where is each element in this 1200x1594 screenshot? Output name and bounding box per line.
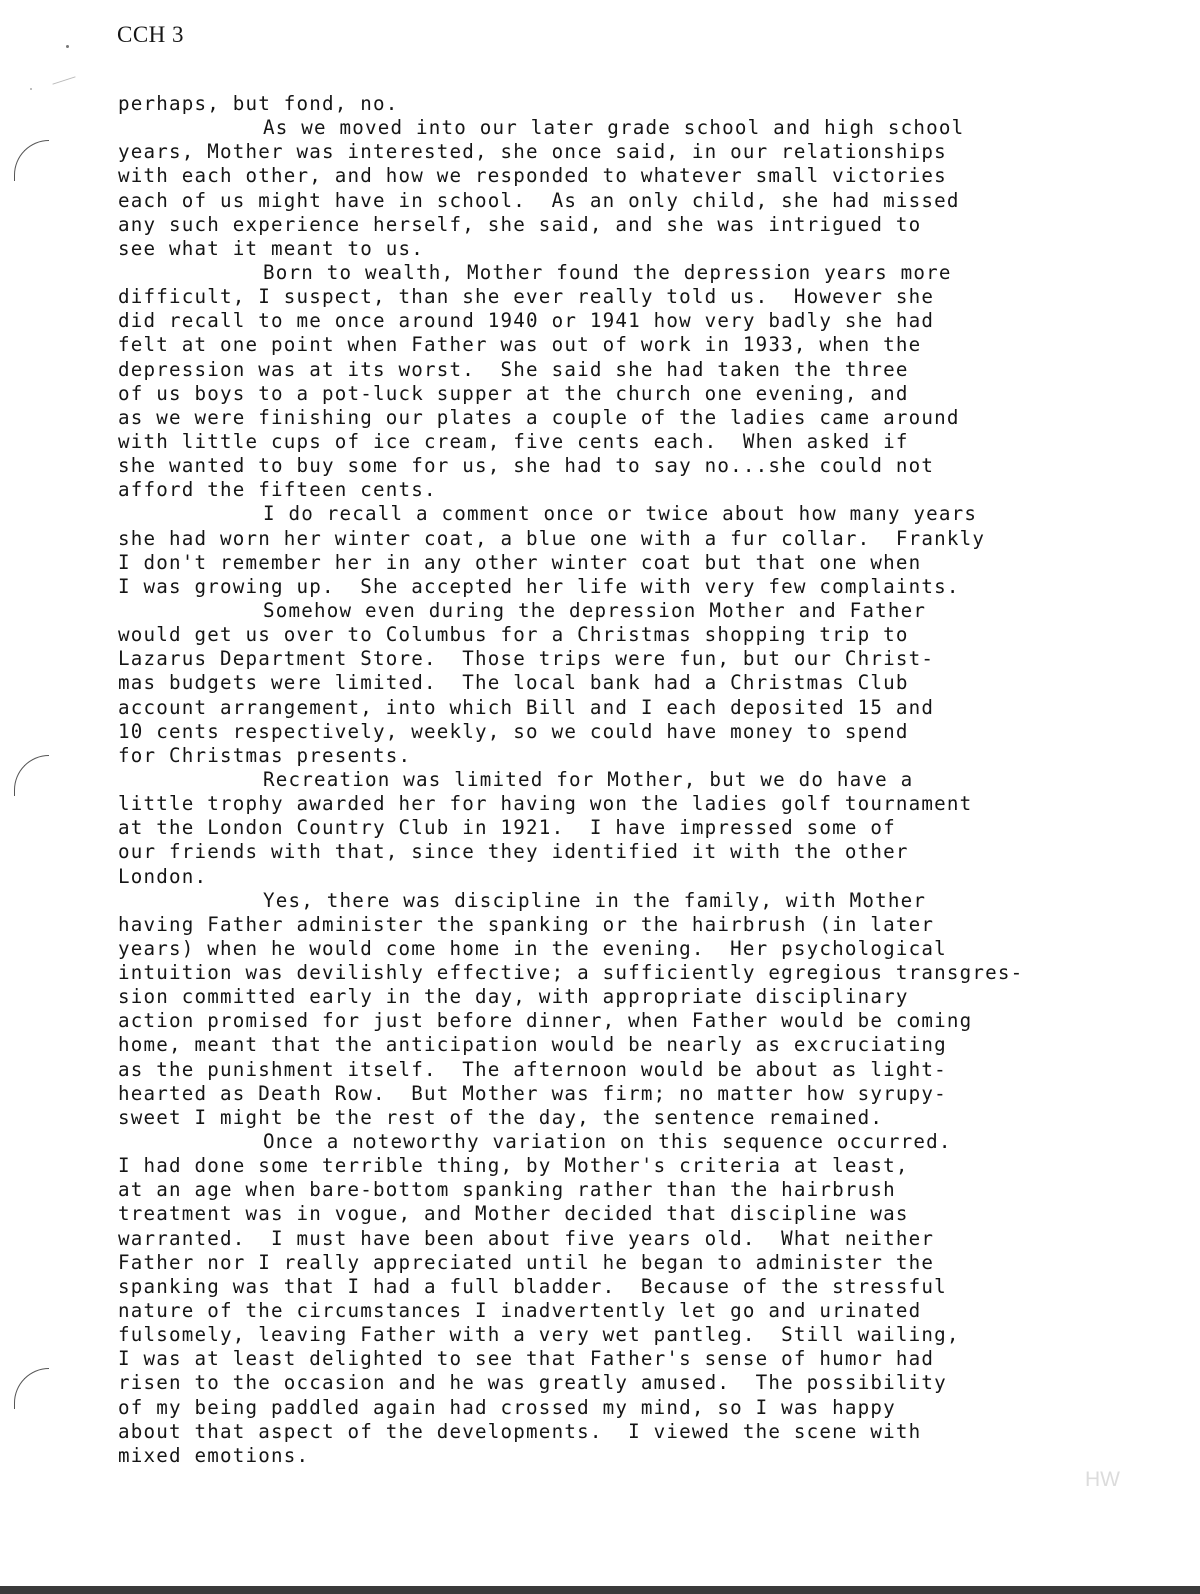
ink-speck: [30, 88, 32, 90]
text-line: with each other, and how we responded to whatever small victories: [118, 164, 947, 188]
text-line: Recreation was limited for Mother, but we do have a: [263, 767, 914, 791]
text-line: I don't remember her in any other winter coat but that one when: [118, 550, 922, 574]
text-line: as we were finishing our plates a couple of the ladies came around: [118, 405, 960, 429]
text-line: London.: [118, 864, 208, 888]
text-line: about that aspect of the developments. I viewed the scene with: [118, 1419, 922, 1443]
text-line: at the London Country Club in 1921. I have impressed some of: [118, 816, 896, 840]
text-line: Yes, there was discipline in the family, with Mother: [263, 888, 927, 912]
text-line: sweet I might be the rest of the day, the sentence remained.: [118, 1105, 884, 1129]
text-line: at an age when bare-bottom spanking rather than the hairbrush: [118, 1178, 896, 1202]
text-line: any such experience herself, she said, and she was intrigued to: [118, 212, 922, 236]
memoir-text: [118, 92, 1188, 1468]
scan-bottom-edge: [0, 1586, 1200, 1594]
text-line: afford the fifteen cents.: [118, 478, 437, 502]
binder-hole-bottom: [14, 1368, 49, 1409]
text-line: mixed emotions.: [118, 1443, 310, 1467]
text-line: home, meant that the anticipation would be nearly as excruciating: [118, 1033, 947, 1057]
text-line: Born to wealth, Mother found the depression years more: [263, 260, 952, 284]
text-line: account arrangement, into which Bill and I each deposited 15 and: [118, 695, 935, 719]
text-line: action promised for just before dinner, when Father would be coming: [118, 1009, 973, 1033]
text-line: mas budgets were limited. The local bank had a Christmas Club: [118, 671, 909, 695]
text-line: fulsomely, leaving Father with a very wet pantleg. Still wailing,: [118, 1323, 960, 1347]
text-line: risen to the occasion and he was greatly amused. The possibility: [118, 1371, 947, 1395]
text-line: hearted as Death Row. But Mother was firm; no matter how syrupy-: [118, 1081, 947, 1105]
text-line: little trophy awarded her for having won the ladies golf tournament: [118, 792, 973, 816]
text-line: nature of the circumstances I inadvertently let go and urinated: [118, 1299, 922, 1323]
binder-hole-top: [14, 140, 49, 181]
text-line: As we moved into our later grade school and high school: [263, 116, 965, 140]
text-line: with little cups of ice cream, five cents each. When asked if: [118, 429, 909, 453]
text-line: did recall to me once around 1940 or 1941 how very badly she had: [118, 309, 935, 333]
text-line: felt at one point when Father was out of work in 1933, when the: [118, 333, 922, 357]
ink-speck: [52, 76, 75, 84]
text-line: I was growing up. She accepted her life with very few complaints.: [118, 574, 960, 598]
watermark: HW: [1085, 1468, 1120, 1491]
text-line: Once a noteworthy variation on this sequence occurred.: [263, 1130, 952, 1154]
text-line: see what it meant to us.: [118, 236, 425, 260]
text-line: our friends with that, since they identified it with the other: [118, 840, 909, 864]
text-line: treatment was in vogue, and Mother decided that discipline was: [118, 1202, 909, 1226]
text-line: Lazarus Department Store. Those trips were fun, but our Christ-: [118, 647, 935, 671]
text-line: I was at least delighted to see that Father's sense of humor had: [118, 1347, 935, 1371]
text-line: Father nor I really appreciated until he began to administer the: [118, 1250, 935, 1274]
text-line: having Father administer the spanking or the hairbrush (in later: [118, 912, 935, 936]
text-line: would get us over to Columbus for a Christmas shopping trip to: [118, 623, 909, 647]
text-line: of my being paddled again had crossed my mind, so I was happy: [118, 1395, 896, 1419]
text-line: depression was at its worst. She said she had taken the three: [118, 357, 909, 381]
text-line: she had worn her winter coat, a blue one with a fur collar. Frankly: [118, 526, 986, 550]
ink-speck: [66, 45, 69, 48]
text-line: I had done some terrible thing, by Mother's criteria at least,: [118, 1154, 909, 1178]
page-label: CCH 3: [117, 22, 185, 47]
binder-hole-middle: [14, 755, 49, 796]
text-line: as the punishment itself. The afternoon would be about as light-: [118, 1057, 947, 1081]
text-line: years, Mother was interested, she once said, in our relationships: [118, 140, 947, 164]
text-line: I do recall a comment once or twice about how many years: [263, 502, 978, 526]
text-line: perhaps, but fond, no.: [118, 92, 399, 115]
text-line: years) when he would come home in the evening. Her psychological: [118, 936, 947, 960]
text-line: intuition was devilishly effective; a sufficiently egregious transgres-: [118, 961, 1024, 985]
text-line: warranted. I must have been about five years old. What neither: [118, 1226, 935, 1250]
text-line: spanking was that I had a full bladder. Because of the stressful: [118, 1274, 947, 1298]
text-line: for Christmas presents.: [118, 743, 412, 767]
text-line: she wanted to buy some for us, she had to say no...she could not: [118, 454, 935, 478]
text-line: difficult, I suspect, than she ever really told us. However she: [118, 285, 935, 309]
text-line: of us boys to a pot-luck supper at the church one evening, and: [118, 381, 909, 405]
text-line: sion committed early in the day, with appropriate disciplinary: [118, 985, 909, 1009]
text-line: each of us might have in school. As an only child, she had missed: [118, 188, 960, 212]
text-line: Somehow even during the depression Mother and Father: [263, 598, 927, 622]
text-line: 10 cents respectively, weekly, so we could have money to spend: [118, 719, 909, 743]
